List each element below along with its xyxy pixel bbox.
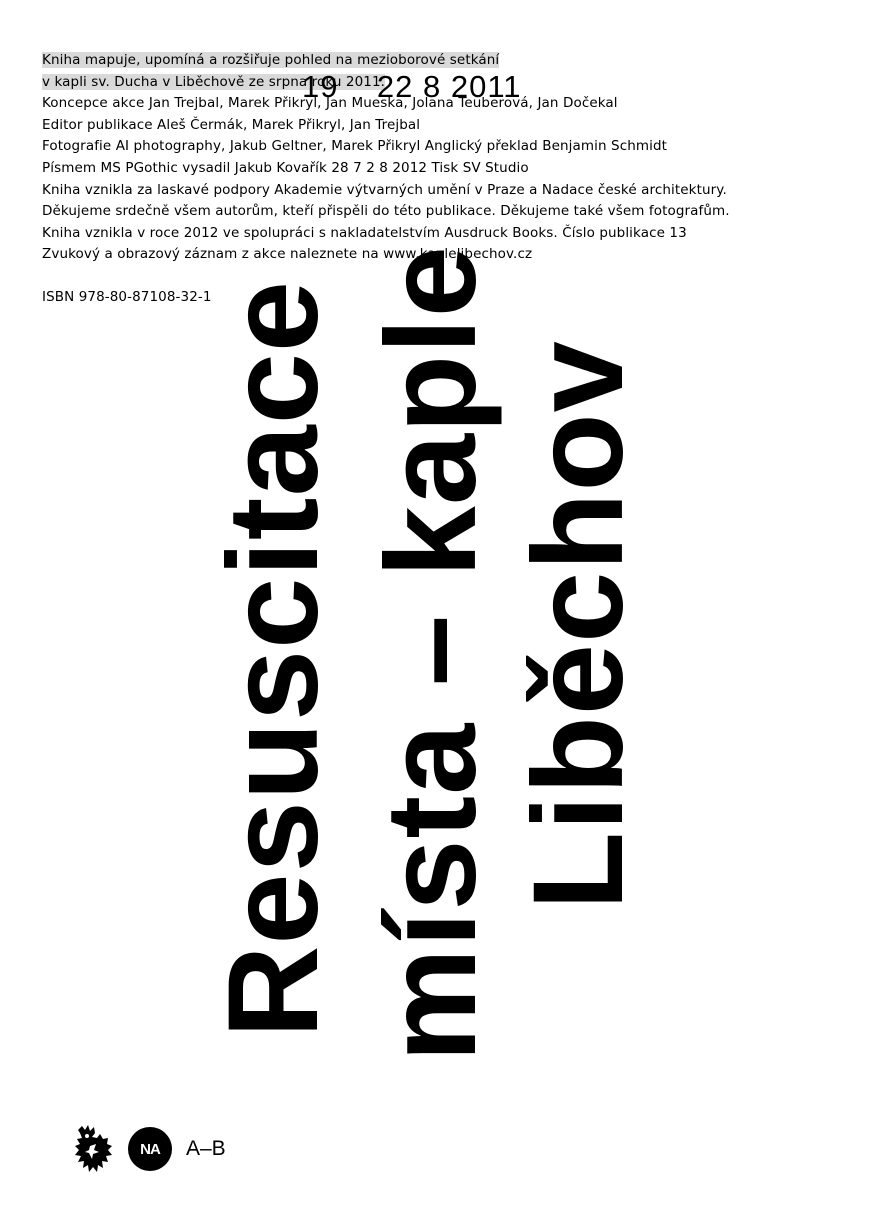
isbn: ISBN 978-80-87108-32-1 — [42, 288, 212, 305]
na-logo-badge — [128, 1127, 172, 1171]
imprint-line-2: v kapli sv. Ducha v Liběchově ze srpna roku 2011. — [42, 73, 386, 90]
imprint-line-9: Kniha vznikla v roce 2012 ve spolupráci s nakladatelstvím Ausdruck Books. Číslo publikace 13 — [42, 224, 687, 241]
imprint-line-4: Editor publikace Aleš Čermák, Marek Přikryl, Jan Trejbal — [42, 116, 421, 133]
imprint-line-6: Písmem MS PGothic vysadil Jakub Kovařík 28 7 2 8 2012 Tisk SV Studio — [42, 159, 529, 176]
imprint-line-3: Koncepce akce Jan Trejbal, Marek Přikryl, Jan Mueska, Jolana Teuberová, Jan Dočekal — [42, 95, 618, 112]
na-logo-text: NA — [140, 1140, 160, 1158]
imprint-line-8: Děkujeme srdečně všem autorům, kteří přispěli do této publikace. Děkujeme také všem fotografům. — [42, 203, 730, 220]
logo-row — [72, 1122, 226, 1176]
imprint-line-10: Zvukový a obrazový záznam z akce naleznete na www.kaplelibechov.cz — [42, 246, 533, 263]
imprint-line-7: Kniha vznikla za laskavé podpory Akademie výtvarných umění v Praze a Nadace české architektury. — [42, 181, 727, 198]
event-dates: 19 22 8 2011 — [302, 69, 522, 104]
title-line-1: Resuscitace — [202, 279, 345, 1038]
title-line-3: Liběchov — [507, 340, 650, 910]
imprint-line-5: Fotografie AI photography, Jakub Geltner, Marek Přikryl Anglický překlad Benjamin Schmidt — [42, 138, 668, 155]
czech-lion-icon — [72, 1124, 116, 1174]
title-line-2: místa – kaple — [360, 245, 503, 1062]
ab-logo-label: A–B — [186, 1137, 226, 1160]
imprint-line-1: Kniha mapuje, upomíná a rozšiřuje pohled na mezioborové setkání — [42, 52, 500, 68]
